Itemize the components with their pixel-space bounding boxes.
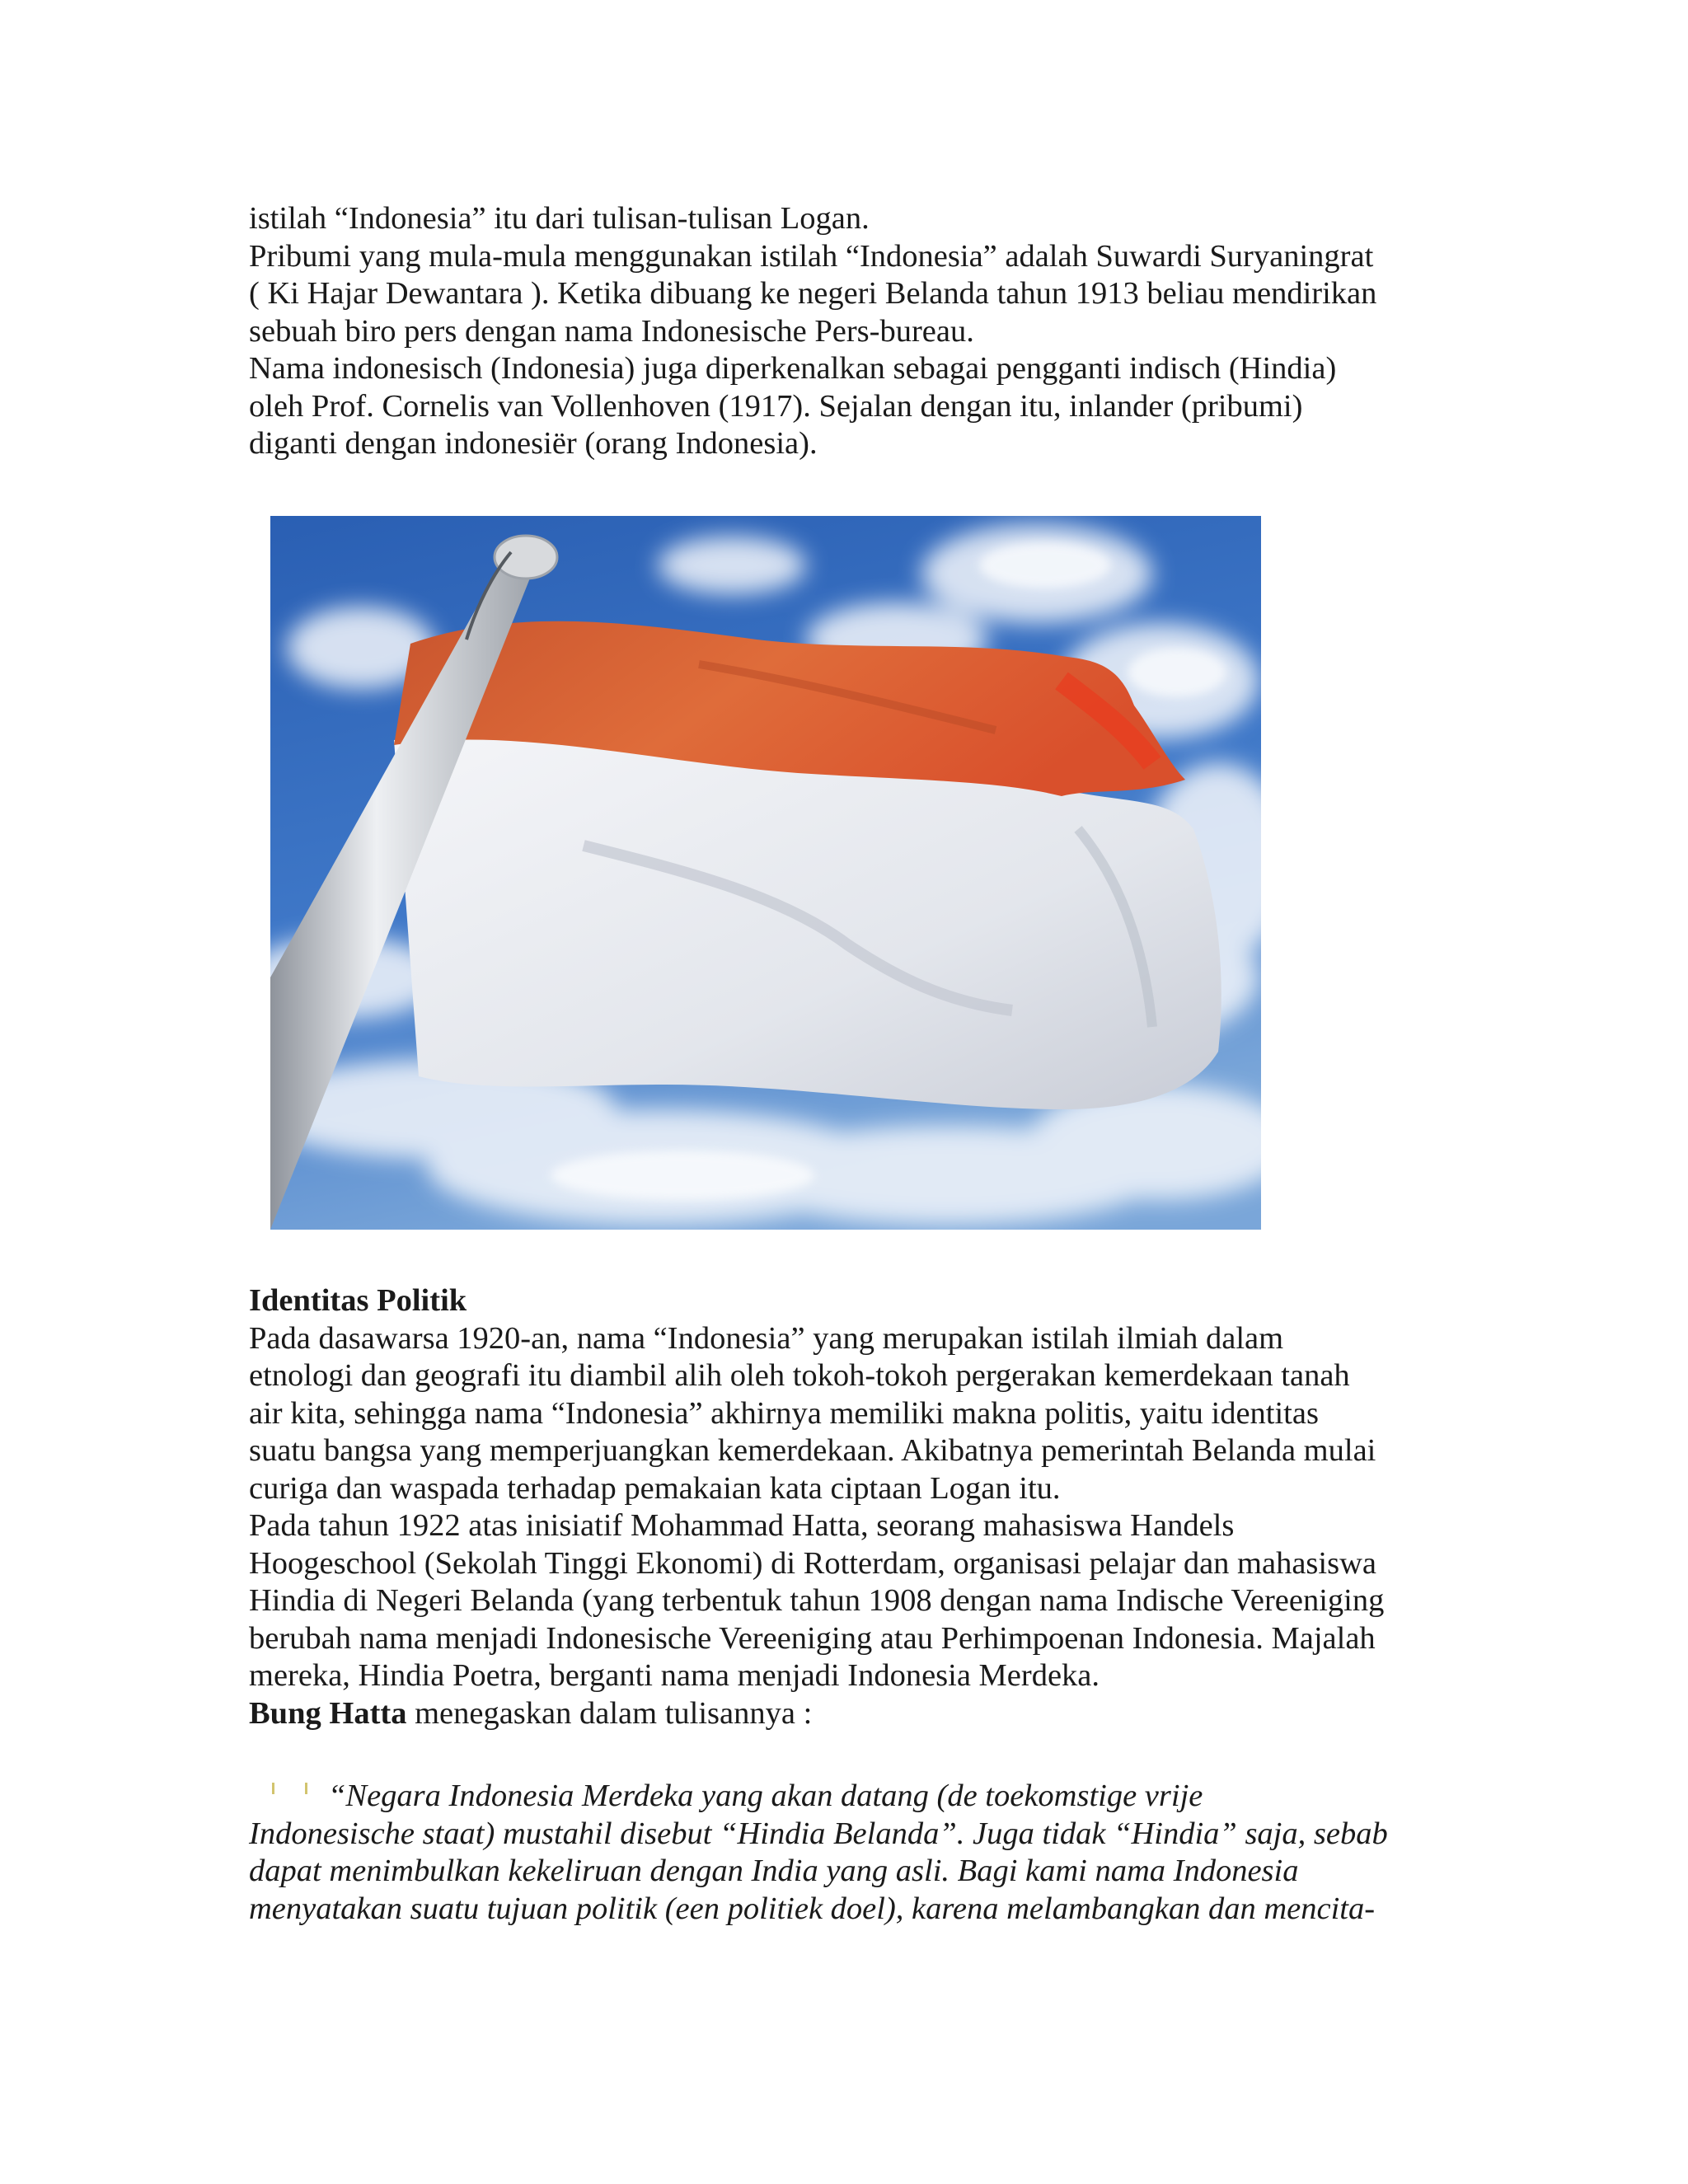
quote-first-line: [249, 1778, 1461, 1816]
text-line: mereka, Hindia Poetra, berganti nama menjadi Indonesia Merdeka.: [249, 1658, 1100, 1693]
text-line: Indonesische staat) mustahil disebut “Hindia Belanda”. Juga tidak “Hindia” saja, sebab: [249, 1816, 1388, 1851]
hatta-line-rest: menegaskan dalam tulisannya :: [406, 1695, 813, 1731]
text-line: Pada tahun 1922 atas inisiatif Mohammad Hatta, seorang mahasiswa Handels: [249, 1508, 1235, 1543]
text-line: suatu bangsa yang memperjuangkan kemerdekaan. Akibatnya pemerintah Belanda mulai: [249, 1433, 1376, 1468]
text-line: ( Ki Hajar Dewantara ). Ketika dibuang ke negeri Belanda tahun 1913 beliau mendirikan: [249, 276, 1377, 311]
bung-hatta-name: Bung Hatta: [249, 1695, 407, 1731]
text-line: Hoogeschool (Sekolah Tinggi Ekonomi) di Rotterdam, organisasi pelajar dan mahasiswa: [249, 1545, 1376, 1581]
text-line: Hindia di Negeri Belanda (yang terbentuk tahun 1908 dengan nama Indische Vereeniging: [249, 1583, 1385, 1618]
section-heading: Identitas Politik: [249, 1283, 467, 1318]
text-line: istilah “Indonesia” itu dari tulisan-tulisan Logan.: [249, 201, 870, 236]
quote-mark-icon: [272, 1783, 274, 1794]
quote-mark-icon: [305, 1783, 307, 1794]
flag-pole-cap: [495, 536, 557, 579]
quote-first-text: “Negara Indonesia Merdeka yang akan datang (de toekomstige vrije: [328, 1779, 1203, 1813]
politik-section: [249, 1282, 1461, 1732]
text-line: menyatakan suatu tujuan politik (een politiek doel), karena melambangkan dan mencita-: [249, 1891, 1376, 1926]
text-line: curiga dan waspada terhadap pemakaian kata ciptaan Logan itu.: [249, 1470, 1061, 1506]
text-line: sebuah biro pers dengan nama Indonesische Pers-bureau.: [249, 313, 974, 349]
text-line: oleh Prof. Cornelis van Vollenhoven (1917). Sejalan dengan itu, inlander (pribumi): [249, 388, 1303, 424]
text-line: etnologi dan geografi itu diambil alih oleh tokoh-tokoh pergerakan kemerdekaan tanah: [249, 1358, 1350, 1393]
text-line: Pada dasawarsa 1920-an, nama “Indonesia” yang merupakan istilah ilmiah dalam: [249, 1320, 1284, 1356]
text-line: Nama indonesisch (Indonesia) juga diperkenalkan sebagai pengganti indisch (Hindia): [249, 351, 1337, 386]
text-line: Pribumi yang mula-mula menggunakan istilah “Indonesia” adalah Suwardi Suryaningrat: [249, 238, 1374, 274]
text-line: berubah nama menjadi Indonesische Vereeniging atau Perhimpoenan Indonesia. Majalah: [249, 1620, 1376, 1656]
text-line: air kita, sehingga nama “Indonesia” akhirnya memiliki makna politis, yaitu identitas: [249, 1395, 1319, 1431]
hatta-quote: [249, 1778, 1461, 1928]
indonesian-flag-photo: [270, 516, 1261, 1230]
hatta-line: [249, 1695, 1461, 1733]
text-line: diganti dengan indonesiër (orang Indonesia).: [249, 426, 818, 461]
text-line: dapat menimbulkan kekeliruan dengan India yang asli. Bagi kami nama Indonesia: [249, 1854, 1299, 1888]
intro-paragraph: [249, 200, 1461, 463]
